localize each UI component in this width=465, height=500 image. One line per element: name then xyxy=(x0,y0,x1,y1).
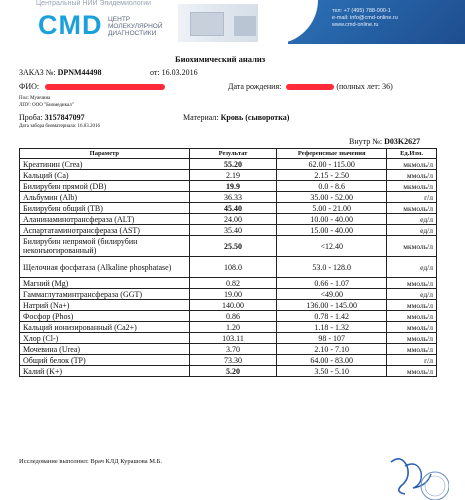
results-table xyxy=(19,148,437,377)
lab-device-icon xyxy=(234,16,256,36)
reference-cell: 10.00 - 40.00 xyxy=(277,214,387,225)
results-body xyxy=(20,159,437,377)
unit-cell: ед/л xyxy=(387,225,437,236)
param-cell: Мочевина (Urea) xyxy=(20,344,190,355)
param-cell: Натрий (Na+) xyxy=(20,300,190,311)
performed-by: Исследование выполнил: Врач КЛД Курашова М.Б. xyxy=(19,458,163,465)
result-cell: 25.50 xyxy=(189,236,277,257)
table-row xyxy=(20,257,437,278)
reference-cell: 64.00 - 83.00 xyxy=(277,355,387,366)
banner-wave xyxy=(258,0,318,44)
param-cell: Билирубин непрямой (билирубин неконъюгированный) xyxy=(20,236,190,257)
table-row xyxy=(20,181,437,192)
reference-cell: 62.00 - 115.00 xyxy=(277,159,387,170)
unit-cell: ммоль/л xyxy=(387,344,437,355)
table-row xyxy=(20,344,437,355)
reference-cell: 35.00 - 52.00 xyxy=(277,192,387,203)
reference-cell: 0.66 - 1.07 xyxy=(277,278,387,289)
param-cell: Фосфор (Phos) xyxy=(20,311,190,322)
unit-cell: ед/л xyxy=(387,214,437,225)
cmd-logo: CMD xyxy=(38,10,103,40)
table-row xyxy=(20,355,437,366)
table-row xyxy=(20,333,437,344)
reference-cell: 1.18 - 1.32 xyxy=(277,322,387,333)
reference-cell: 98 - 107 xyxy=(277,333,387,344)
material-value: Кровь (сыворотка) xyxy=(220,113,290,122)
internal-label: Внутр №: xyxy=(349,137,383,146)
phone-text: тел: +7 (495) 788-000-1 xyxy=(332,8,391,14)
reference-cell: 136.00 - 145.00 xyxy=(277,300,387,311)
sex-line: Пол: Мужчина xyxy=(19,96,51,101)
param-cell: Магний (Mg) xyxy=(20,278,190,289)
sample-number: 3157847097 xyxy=(44,113,85,122)
table-header-row xyxy=(20,149,437,159)
order-date: 16.03.2016 xyxy=(161,68,198,77)
param-cell: Билирубин общий (TB) xyxy=(20,203,190,214)
table-row xyxy=(20,366,437,377)
reference-cell: 2.10 - 7.10 xyxy=(277,344,387,355)
reference-cell: 0.0 - 8.6 xyxy=(277,181,387,192)
unit-cell: г/л xyxy=(387,192,437,203)
order-label: ЗАКАЗ №: xyxy=(19,68,56,77)
table-row xyxy=(20,192,437,203)
result-cell: 0.86 xyxy=(189,311,277,322)
unit-cell: ммоль/л xyxy=(387,366,437,377)
material-line xyxy=(183,113,289,122)
param-cell: Хлор (Cl-) xyxy=(20,333,190,344)
age-text: (полных лет: 36) xyxy=(336,82,393,91)
fio-line xyxy=(19,82,165,91)
param-cell: Общий белок (TP) xyxy=(20,355,190,366)
sample-line xyxy=(19,113,85,122)
header-unit: Ед.Изм. xyxy=(387,149,437,159)
table-row xyxy=(20,322,437,333)
param-cell: Кальций ионизированный (Ca2+) xyxy=(20,322,190,333)
redacted-dob xyxy=(286,84,334,90)
table-row xyxy=(20,311,437,322)
result-cell: 19.00 xyxy=(189,289,277,300)
unit-cell: ед/л xyxy=(387,289,437,300)
fio-label: ФИО: xyxy=(19,82,40,91)
result-cell: 45.40 xyxy=(189,203,277,214)
table-row xyxy=(20,300,437,311)
result-cell: 5.20 xyxy=(189,366,277,377)
unit-cell: ммоль/л xyxy=(387,300,437,311)
internal-number: D03K2627 xyxy=(384,137,421,146)
param-cell: Гаммаглутаминтрансфераза (GGT) xyxy=(20,289,190,300)
result-cell: 36.33 xyxy=(189,192,277,203)
result-cell: 35.40 xyxy=(189,225,277,236)
reference-cell: 0.78 - 1.42 xyxy=(277,311,387,322)
date-label: от: xyxy=(150,68,160,77)
result-cell: 108.0 xyxy=(189,257,277,278)
unit-cell: ммоль/л xyxy=(387,333,437,344)
result-cell: 19.9 xyxy=(189,181,277,192)
result-cell: 1.20 xyxy=(189,322,277,333)
table-row xyxy=(20,289,437,300)
institute-name: Центральный НИИ Эпидемиологии xyxy=(36,0,152,7)
logo-sub-line-2: МОЛЕКУЛЯРНОЙ xyxy=(108,23,163,30)
unit-cell: ед/л xyxy=(387,257,437,278)
reference-cell: <12.40 xyxy=(277,236,387,257)
param-cell: Билирубин прямой (DB) xyxy=(20,181,190,192)
order-number: DPNM44498 xyxy=(57,68,102,77)
table-row xyxy=(20,236,437,257)
header-banner xyxy=(0,0,465,44)
unit-cell: мкмоль/л xyxy=(387,203,437,214)
unit-cell: ммоль/л xyxy=(387,278,437,289)
header-reference: Референсные значения xyxy=(277,149,387,159)
result-cell: 103.11 xyxy=(189,333,277,344)
unit-cell: мкмоль/л xyxy=(387,181,437,192)
logo-sub-line-1: ЦЕНТР xyxy=(108,16,131,23)
result-cell: 3.70 xyxy=(189,344,277,355)
order-line xyxy=(19,68,102,77)
unit-cell: ммоль/л xyxy=(387,170,437,181)
result-cell: 140.00 xyxy=(189,300,277,311)
table-row xyxy=(20,278,437,289)
email-text: e-mail: info@cmd-online.ru xyxy=(332,15,398,21)
unit-cell: ммоль/л xyxy=(387,311,437,322)
logo-sub-line-3: ДИАГНОСТИКИ xyxy=(108,30,157,37)
unit-cell: ммоль/л xyxy=(387,322,437,333)
lab-device-icon xyxy=(190,12,224,36)
redacted-name xyxy=(45,84,165,90)
result-cell: 2.19 xyxy=(189,170,277,181)
result-cell: 0.82 xyxy=(189,278,277,289)
site-text: www.cmd-online.ru xyxy=(332,22,379,28)
logo-subtitle xyxy=(108,16,163,37)
param-cell: Калий (K+) xyxy=(20,366,190,377)
table-row xyxy=(20,203,437,214)
date-line xyxy=(150,68,198,77)
contacts-block xyxy=(332,8,398,29)
header-result: Результат xyxy=(189,149,277,159)
table-row xyxy=(20,170,437,181)
table-row xyxy=(20,159,437,170)
param-cell: Креатинин (Crea) xyxy=(20,159,190,170)
reference-cell: 3.50 - 5.10 xyxy=(277,366,387,377)
document-title: Биохимический анализ xyxy=(175,54,266,64)
sample-label: Проба: xyxy=(19,113,43,122)
unit-cell: мкмоль/л xyxy=(387,236,437,257)
param-cell: Альбумин (Alb) xyxy=(20,192,190,203)
dob-label: Дата рождения: xyxy=(228,82,282,91)
material-label: Материал: xyxy=(183,113,219,122)
result-cell: 55.20 xyxy=(189,159,277,170)
reference-cell: 53.0 - 128.0 xyxy=(277,257,387,278)
reference-cell: <49.00 xyxy=(277,289,387,300)
collection-date: Дата забора биоматериала: 16.03.2016 xyxy=(19,124,100,129)
unit-cell: г/л xyxy=(387,355,437,366)
result-cell: 24.00 xyxy=(189,214,277,225)
table-row xyxy=(20,225,437,236)
param-cell: Аспартатаминотрансфераза (AST) xyxy=(20,225,190,236)
header-param: Параметр xyxy=(20,149,190,159)
lpu-line: ЛПУ: ООО "Биомедикал" xyxy=(19,103,74,108)
table-row xyxy=(20,214,437,225)
result-cell: 73.30 xyxy=(189,355,277,366)
reference-cell: 2.15 - 2.50 xyxy=(277,170,387,181)
reference-cell: 15.00 - 40.00 xyxy=(277,225,387,236)
param-cell: Кальций (Ca) xyxy=(20,170,190,181)
dob-line xyxy=(228,82,393,91)
param-cell: Аланинаминотрансфераза (ALT) xyxy=(20,214,190,225)
internal-number-line xyxy=(349,137,420,146)
signature-stamp-icon xyxy=(387,456,449,500)
reference-cell: 5.00 - 21.00 xyxy=(277,203,387,214)
param-cell: Щелочная фосфатаза (Alkaline phosphatase) xyxy=(20,257,190,278)
unit-cell: мкмоль/л xyxy=(387,159,437,170)
